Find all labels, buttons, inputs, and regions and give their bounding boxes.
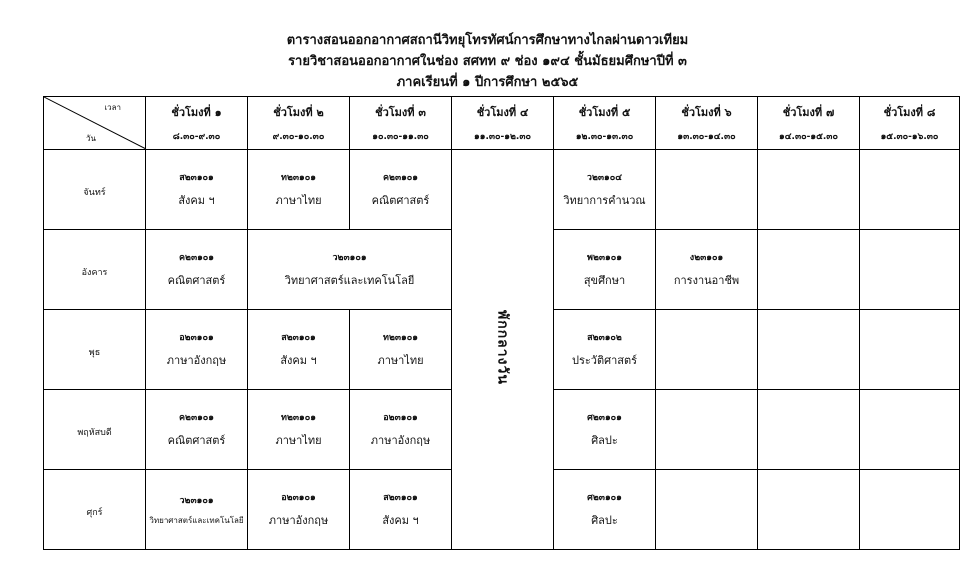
day-cell: อังคาร: [44, 230, 146, 310]
empty-cell: [656, 390, 758, 470]
empty-cell: [656, 470, 758, 550]
title-line-1: ตารางสอนออกอากาศสถานีวิทยุโทรทัศน์การศึกษาทางไกลผ่านดาวเทียม: [286, 33, 689, 48]
class-cell: อ๒๓๑๐๑ ภาษาอังกฤษ: [146, 310, 248, 390]
class-cell: ค๒๓๑๐๑ คณิตศาสตร์: [146, 390, 248, 470]
period-header-3: ชั่วโมงที่ ๓ ๑๐.๓๐-๑๑.๓๐: [350, 97, 452, 150]
document-title: [0, 30, 975, 93]
class-cell: ท๒๓๑๐๑ ภาษาไทย: [248, 150, 350, 230]
period-header-6: ชั่วโมงที่ ๖ ๑๓.๓๐-๑๔.๓๐: [656, 97, 758, 150]
class-cell: ส๒๓๑๐๒ ประวัติศาสตร์: [554, 310, 656, 390]
period-header-7: ชั่วโมงที่ ๗ ๑๔.๓๐-๑๕.๓๐: [758, 97, 860, 150]
period-header-8: ชั่วโมงที่ ๘ ๑๕.๓๐-๑๖.๓๐: [860, 97, 960, 150]
class-cell: ค๒๓๑๐๑ คณิตศาสตร์: [146, 230, 248, 310]
row-monday: [44, 150, 960, 230]
corner-cell: [44, 97, 146, 150]
class-cell: ส๒๓๑๐๑ สังคม ฯ: [350, 470, 452, 550]
class-cell: ส๒๓๑๐๑ สังคม ฯ: [146, 150, 248, 230]
class-cell: พ๒๓๑๐๑ สุขศึกษา: [554, 230, 656, 310]
empty-cell: [860, 230, 960, 310]
empty-cell: [860, 310, 960, 390]
period-header-5: ชั่วโมงที่ ๕ ๑๒.๓๐-๑๓.๓๐: [554, 97, 656, 150]
class-cell: ศ๒๓๑๐๑ ศิลปะ: [554, 390, 656, 470]
class-cell-double: ว๒๓๑๐๑ วิทยาศาสตร์และเทคโนโลยี: [248, 230, 452, 310]
lunch-break-cell: [452, 150, 554, 550]
day-cell: จันทร์: [44, 150, 146, 230]
class-cell: ท๒๓๑๐๑ ภาษาไทย: [350, 310, 452, 390]
day-cell: ศุกร์: [44, 470, 146, 550]
empty-cell: [860, 470, 960, 550]
period-header-2: ชั่วโมงที่ ๒ ๙.๓๐-๑๐.๓๐: [248, 97, 350, 150]
class-cell: ศ๒๓๑๐๑ ศิลปะ: [554, 470, 656, 550]
time-label: เวลา: [104, 103, 121, 112]
empty-cell: [860, 390, 960, 470]
title-line-3: ภาคเรียนที่ ๑ ปีการศึกษา ๒๕๖๕: [396, 75, 579, 90]
empty-cell: [758, 390, 860, 470]
empty-cell: [860, 150, 960, 230]
schedule-table: [43, 96, 960, 550]
class-cell: อ๒๓๑๐๑ ภาษาอังกฤษ: [248, 470, 350, 550]
class-cell: ท๒๓๑๐๑ ภาษาไทย: [248, 390, 350, 470]
empty-cell: [758, 310, 860, 390]
lunch-break-label: พักกลางวัน: [494, 310, 511, 385]
class-cell: ง๒๓๑๐๑ การงานอาชีพ: [656, 230, 758, 310]
empty-cell: [758, 470, 860, 550]
day-label: วัน: [86, 134, 96, 143]
empty-cell: [758, 230, 860, 310]
title-line-2: รายวิชาสอนออกอากาศในช่อง สศทท ๙ ช่อง ๑๙๔ ชั้นมัธยมศึกษาปีที่ ๓: [288, 54, 687, 69]
day-cell: พุธ: [44, 310, 146, 390]
header-row: [44, 97, 960, 150]
class-cell: ว๒๓๑๐๔ วิทยาการคำนวณ: [554, 150, 656, 230]
period-header-1: ชั่วโมงที่ ๑ ๘.๓๐-๙.๓๐: [146, 97, 248, 150]
day-cell: พฤหัสบดี: [44, 390, 146, 470]
empty-cell: [656, 310, 758, 390]
class-cell: อ๒๓๑๐๑ ภาษาอังกฤษ: [350, 390, 452, 470]
empty-cell: [758, 150, 860, 230]
class-cell: ส๒๓๑๐๑ สังคม ฯ: [248, 310, 350, 390]
class-cell: ว๒๓๑๐๑ วิทยาศาสตร์และเทคโนโลยี: [146, 470, 248, 550]
class-cell: ค๒๓๑๐๑ คณิตศาสตร์: [350, 150, 452, 230]
empty-cell: [656, 150, 758, 230]
period-header-4: ชั่วโมงที่ ๔ ๑๑.๓๐-๑๒.๓๐: [452, 97, 554, 150]
